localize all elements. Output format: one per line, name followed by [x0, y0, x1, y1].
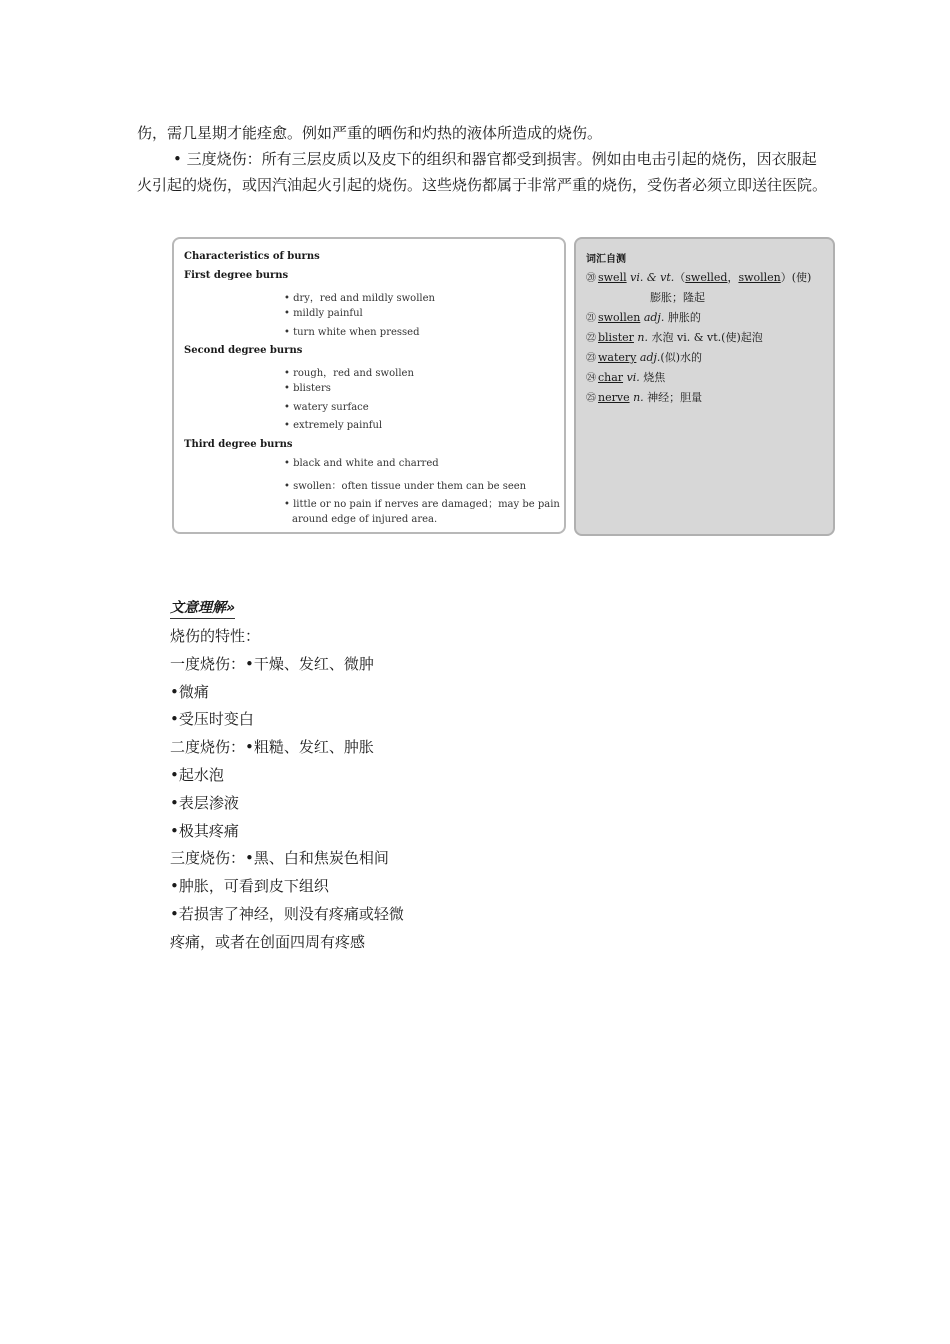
- third-degree-heading: Third degree burns: [184, 439, 293, 450]
- vocabulary-box: [574, 237, 835, 536]
- intro-paragraph-1: 伤，需几星期才能痊愈。例如严重的晒伤和灼热的液体所造成的烧伤。: [137, 124, 603, 142]
- text-line: •受压时变白: [170, 710, 254, 729]
- box-title: Characteristics of burns: [184, 251, 320, 262]
- text-line: •若损害了神经，则没有疼痛或轻微: [170, 904, 404, 923]
- list-item: • black and white and charred: [284, 458, 439, 469]
- vocab-word: nerve: [598, 391, 630, 404]
- word-form: swollen: [738, 271, 781, 284]
- definition: 烧焦: [643, 371, 666, 384]
- entry-number: ㉔: [586, 373, 596, 384]
- word-form: swelled: [685, 271, 728, 284]
- section-title: 文意理解»: [170, 598, 235, 619]
- entry-number: ㉒: [586, 333, 596, 344]
- vocab-entry: [586, 389, 702, 405]
- intro-text: [137, 120, 827, 198]
- vocab-word: watery: [598, 351, 637, 364]
- list-item: • turn white when pressed: [284, 327, 419, 338]
- vocab-entry-continuation: 膨胀；隆起: [650, 291, 705, 304]
- list-item: • little or no pain if nerves are damaged；may be pain: [284, 495, 560, 510]
- vocab-word: swell: [598, 271, 627, 284]
- vocab-title: 词汇自测: [586, 254, 626, 265]
- intro-paragraph-2: • 三度烧伤：所有三层皮质以及皮下的组织和器官都受到损害。例如由电击引起的烧伤，因衣服起火引起的烧伤，或因汽油起火引起的烧伤。这些烧伤都属于非常严重的烧伤，受伤者必须立即送往医院。: [137, 150, 828, 194]
- part-of-speech: adj.: [639, 351, 661, 364]
- list-item: • watery surface: [284, 402, 369, 413]
- second-degree-heading: Second degree burns: [184, 345, 303, 356]
- vocab-word: blister: [598, 331, 634, 344]
- text-line: 烧伤的特性：: [170, 627, 261, 645]
- definition: 神经；胆量: [647, 391, 703, 404]
- definition: (似)水的: [660, 351, 702, 364]
- text-line: 疼痛，或者在创面四周有疼感: [170, 932, 366, 951]
- entry-number: ㉓: [586, 353, 596, 364]
- list-item: • rough，red and swollen: [284, 364, 414, 379]
- text-line: 二度烧伤：•粗糙、发红、肿胀: [170, 738, 374, 757]
- text-line: •肿胀，可看到皮下组织: [170, 877, 329, 896]
- vocab-entry: [586, 349, 702, 365]
- first-degree-heading: First degree burns: [184, 270, 289, 281]
- text-line: •表层渗液: [170, 793, 239, 812]
- vocab-word: swollen: [598, 311, 641, 324]
- part-of-speech: vi. & vt.: [630, 271, 675, 284]
- definition: 肿胀的: [667, 311, 701, 324]
- text-line: 一度烧伤：•干燥、发红、微肿: [170, 654, 374, 673]
- entry-number: ㉑: [586, 313, 596, 324]
- part-of-speech: n.: [633, 391, 644, 404]
- text-line: •起水泡: [170, 765, 224, 784]
- vocab-word: char: [598, 371, 624, 384]
- punct: ，: [727, 271, 739, 284]
- text-line: 三度烧伤：•黑、白和焦炭色相间: [170, 849, 389, 868]
- vocab-entry: [586, 309, 701, 325]
- part-of-speech: n.: [637, 331, 649, 344]
- definition: 水泡 vi. & vt.(使)起泡: [651, 331, 763, 344]
- list-item: • extremely painful: [284, 420, 382, 431]
- punct: （: [674, 271, 686, 284]
- vocab-entry: [586, 329, 763, 345]
- list-item-continuation: around edge of injured area.: [292, 514, 438, 525]
- list-item: • blisters: [284, 383, 331, 394]
- part-of-speech: adj.: [643, 311, 665, 324]
- comprehension-section: [170, 594, 570, 957]
- entry-number: ㉕: [586, 393, 596, 404]
- list-item: • dry，red and mildly swollen: [284, 289, 435, 304]
- part-of-speech: vi.: [626, 371, 640, 384]
- list-item: • mildly painful: [284, 308, 363, 319]
- punct: ）(使): [780, 271, 812, 284]
- text-line: •极其疼痛: [170, 821, 239, 840]
- entry-number: ⑳: [586, 273, 596, 284]
- vocab-entry: [586, 369, 665, 385]
- text-line: •微痛: [170, 682, 209, 701]
- vocab-entry: [586, 269, 811, 285]
- list-item: • swollen：often tissue under them can be seen: [284, 477, 526, 492]
- english-characteristics-box: [172, 237, 566, 534]
